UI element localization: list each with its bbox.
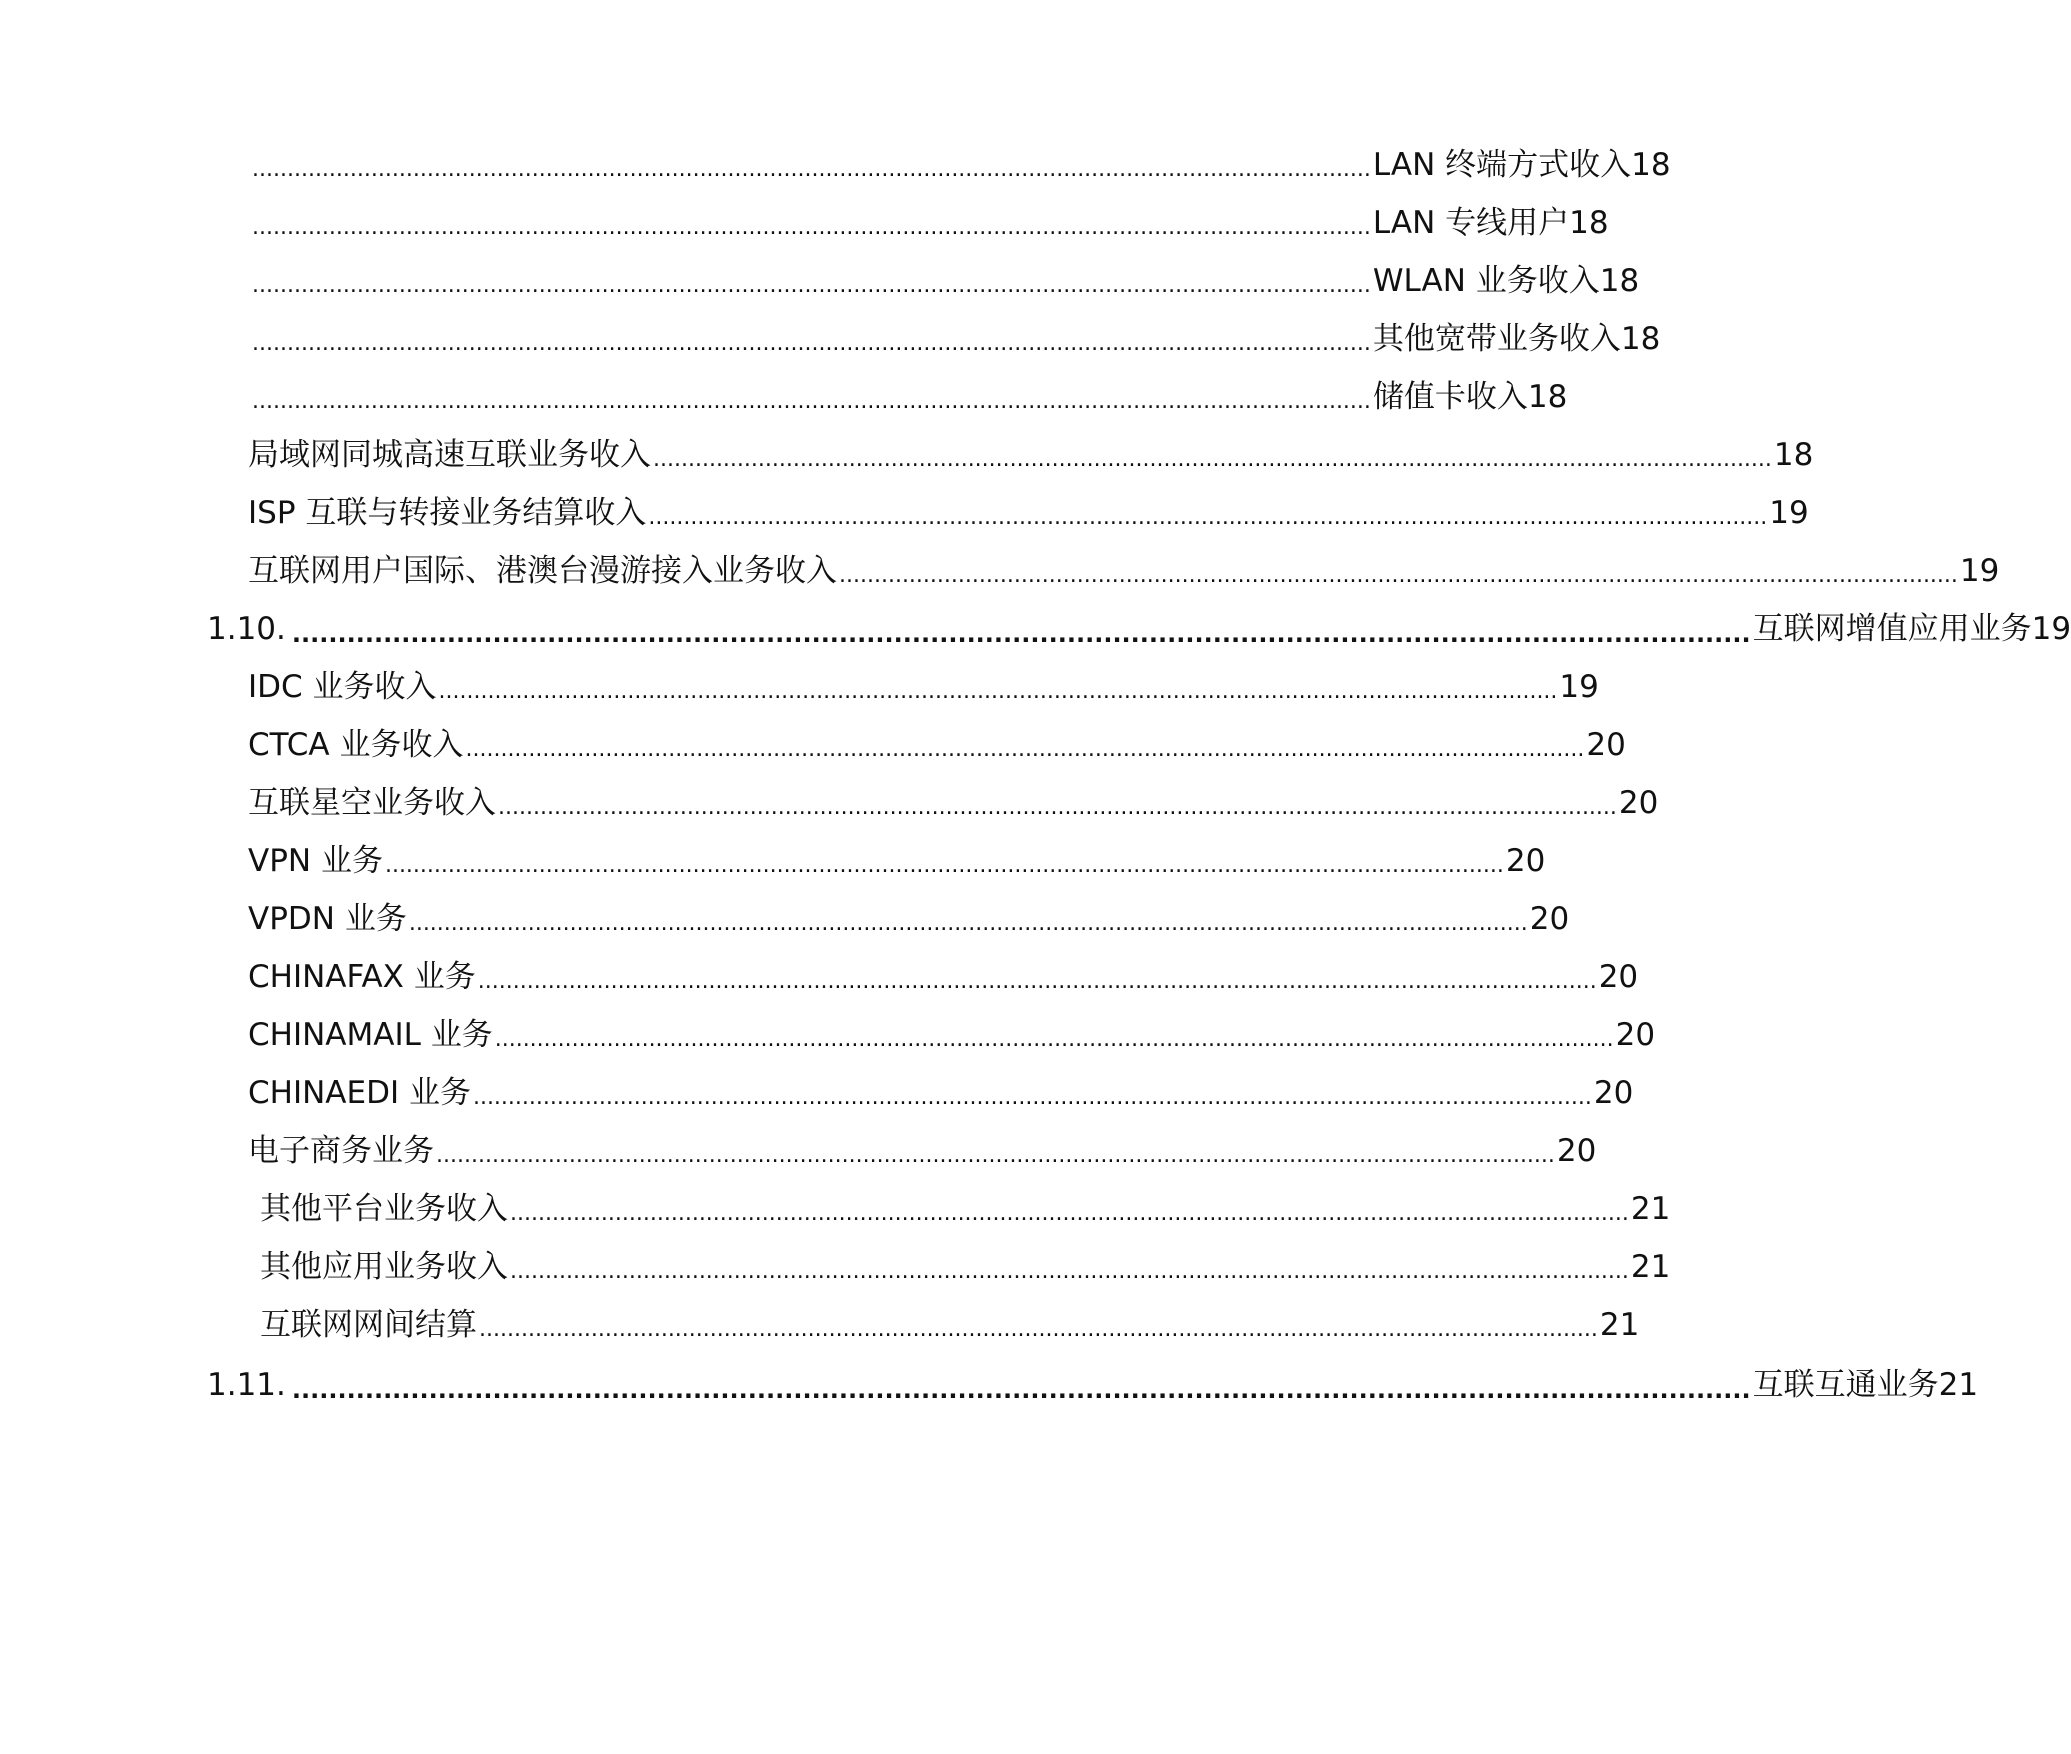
toc-entry[interactable] xyxy=(248,1129,1597,1173)
dot-leader: ................................................................................................................................................................ xyxy=(494,1027,1614,1052)
dot-leader: ................................................................................................................................................................ xyxy=(465,737,1585,762)
toc-entry[interactable] xyxy=(248,1013,1656,1057)
dot-leader: ................................................................................................................................................................ xyxy=(510,1259,1629,1284)
toc-entry[interactable] xyxy=(248,839,1546,883)
toc-page-number: 20 xyxy=(1586,727,1626,763)
dot-leader: ................................................................................................................................................................ xyxy=(252,215,1371,240)
toc-heading-title: 互联互通业务 xyxy=(1752,1367,1939,1403)
toc-entry-title: VPDN 业务 xyxy=(248,901,407,937)
toc-page-number: 20 xyxy=(1593,1075,1634,1111)
toc-entry[interactable] xyxy=(248,491,1809,535)
toc-page-number: 19 xyxy=(1769,495,1809,531)
toc-page-number: 19 xyxy=(1559,669,1599,705)
toc-heading-number: 1.10. xyxy=(207,611,286,647)
toc-entry-title: WLAN 业务收入 xyxy=(1372,263,1600,299)
toc-entry-title: CTCA 业务收入 xyxy=(248,727,464,763)
toc-entry[interactable] xyxy=(248,955,1639,999)
toc-page-number: 20 xyxy=(1618,785,1659,821)
toc-entry-title: 电子商务业务 xyxy=(248,1133,434,1169)
dot-leader: ................................................................................................................................................................ xyxy=(498,795,1617,820)
toc-page-number: 20 xyxy=(1529,901,1570,937)
toc-entry-title: CHINAFAX 业务 xyxy=(248,959,476,995)
toc-entry-title: IDC 业务收入 xyxy=(248,669,437,705)
toc-entry-title: CHINAMAIL 业务 xyxy=(248,1017,493,1053)
toc-page-number: 20 xyxy=(1505,843,1546,879)
dot-leader: ................................................................................................................................................................ xyxy=(477,969,1597,994)
toc-entry[interactable] xyxy=(248,723,1626,767)
toc-entry[interactable] xyxy=(250,143,1671,187)
toc-entry[interactable] xyxy=(248,897,1570,941)
toc-entry-title: 互联星空业务收入 xyxy=(248,785,496,821)
dot-leader: ................................................................................................................................................................ xyxy=(436,1143,1555,1168)
toc-page-number: 20 xyxy=(1615,1017,1656,1053)
dot-leader: ................................................................................................................................................................ xyxy=(291,620,1751,648)
toc-heading[interactable] xyxy=(207,607,2071,651)
toc-entry-title: CHINAEDI 业务 xyxy=(248,1075,471,1111)
toc-page-number: 18 xyxy=(1599,263,1640,299)
toc-page-number: 21 xyxy=(1630,1249,1671,1285)
toc-entry-title: 局域网同城高速互联业务收入 xyxy=(248,437,651,473)
toc-page-number: 20 xyxy=(1598,959,1639,995)
dot-leader: ................................................................................................................................................................ xyxy=(653,447,1772,472)
toc-page-number: 21 xyxy=(1938,1367,1979,1403)
toc-entry-title: 储值卡收入 xyxy=(1372,379,1528,415)
toc-page-number: 18 xyxy=(1569,205,1609,241)
toc-entry-title: 互联网网间结算 xyxy=(260,1307,477,1343)
toc-entry-title: 其他平台业务收入 xyxy=(260,1191,508,1227)
dot-leader: ................................................................................................................................................................ xyxy=(408,911,1528,936)
toc-heading-number: 1.11. xyxy=(207,1367,286,1403)
dot-leader: ................................................................................................................................................................ xyxy=(510,1201,1629,1226)
dot-leader: ................................................................................................................................................................ xyxy=(648,505,1768,530)
toc-entry-title: 互联网用户国际、港澳台漫游接入业务收入 xyxy=(248,553,837,589)
toc-entry[interactable] xyxy=(248,549,2000,593)
toc-entry-title: LAN 专线用户 xyxy=(1372,205,1570,241)
toc-entry-title: ISP 互联与转接业务结算收入 xyxy=(248,495,647,531)
toc-entry[interactable] xyxy=(250,259,1640,303)
toc-heading-title: 互联网增值应用业务 xyxy=(1752,611,2032,647)
toc-page-number: 21 xyxy=(1630,1191,1671,1227)
toc-page-number: 19 xyxy=(2031,611,2071,647)
toc-page-number: 18 xyxy=(1527,379,1568,415)
dot-leader: ................................................................................................................................................................ xyxy=(252,273,1371,298)
dot-leader: ................................................................................................................................................................ xyxy=(384,853,1504,878)
toc-heading[interactable] xyxy=(207,1363,1979,1407)
toc-page-number: 18 xyxy=(1631,147,1671,183)
toc-entry-title: LAN 终端方式收入 xyxy=(1372,147,1632,183)
toc-entry[interactable] xyxy=(250,201,1609,245)
dot-leader: ................................................................................................................................................................ xyxy=(291,1376,1751,1404)
dot-leader: ................................................................................................................................................................ xyxy=(839,563,1958,588)
toc-entry[interactable] xyxy=(250,317,1661,361)
toc-page-number: 19 xyxy=(1959,553,2000,589)
toc-entry-title: 其他宽带业务收入 xyxy=(1372,321,1621,357)
toc-entry-title: 其他应用业务收入 xyxy=(260,1249,508,1285)
dot-leader: ................................................................................................................................................................ xyxy=(252,157,1371,182)
dot-leader: ................................................................................................................................................................ xyxy=(479,1317,1598,1342)
toc-entry[interactable] xyxy=(248,1071,1634,1115)
toc-entry[interactable] xyxy=(248,433,1814,477)
toc-entry[interactable] xyxy=(248,781,1659,825)
toc-entry[interactable] xyxy=(260,1303,1640,1347)
toc-page-number: 18 xyxy=(1773,437,1814,473)
toc-page-number: 21 xyxy=(1599,1307,1640,1343)
dot-leader: ................................................................................................................................................................ xyxy=(252,389,1371,414)
toc-page-number: 18 xyxy=(1620,321,1661,357)
dot-leader: ................................................................................................................................................................ xyxy=(438,679,1558,704)
toc-entry[interactable] xyxy=(260,1245,1671,1289)
toc-entry[interactable] xyxy=(260,1187,1671,1231)
toc-entry[interactable] xyxy=(250,375,1568,419)
dot-leader: ................................................................................................................................................................ xyxy=(472,1085,1592,1110)
toc-entry[interactable] xyxy=(248,665,1599,709)
toc-page-number: 20 xyxy=(1556,1133,1597,1169)
toc-entry-title: VPN 业务 xyxy=(248,843,383,879)
dot-leader: ................................................................................................................................................................ xyxy=(252,331,1371,356)
